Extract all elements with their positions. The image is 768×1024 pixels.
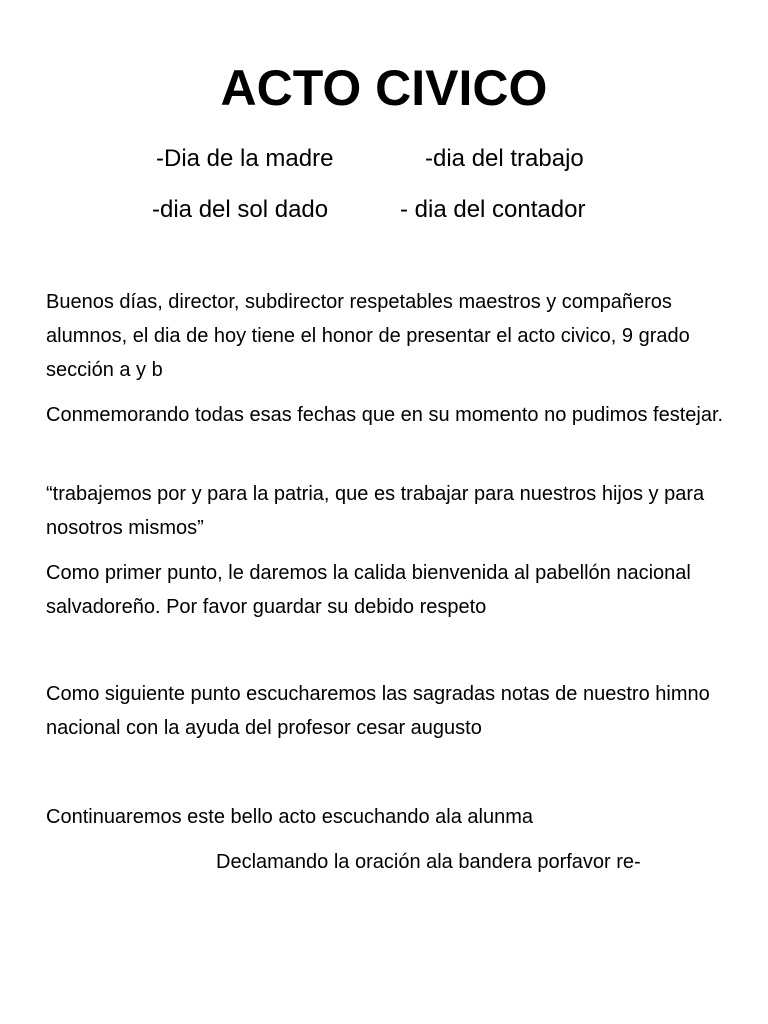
- paragraph-national-anthem: Como siguiente punto escucharemos las sagradas notas de nuestro himno nacional con la ayuda del profesor cesar augusto: [46, 683, 710, 739]
- occasion-soldier-day: -dia del sol dado: [152, 196, 329, 223]
- document-title: ACTO CIVICO: [220, 60, 548, 116]
- paragraph-flag-oration: Declamando la oración ala bandera porfavor re-: [216, 851, 641, 873]
- paragraph-commemoration: Conmemorando todas esas fechas que en su momento no pudimos festejar.: [46, 404, 724, 426]
- paragraph-greeting: Buenos días, director, subdirector respetables maestros y compañeros alumnos, el dia de hoy tiene el honor de presentar el acto civico, 9 grado sección a y b: [46, 291, 690, 381]
- occasion-accountant-day: - dia del contador: [400, 196, 586, 223]
- occasion-mothers-day: -Dia de la madre: [156, 145, 334, 172]
- paragraph-quote: “trabajemos por y para la patria, que es trabajar para nuestros hijos y para nosotros mismos”: [46, 483, 705, 539]
- occasion-labor-day: -dia del trabajo: [425, 145, 584, 172]
- paragraph-flag-welcome: Como primer punto, le daremos la calida bienvenida al pabellón nacional salvadoreño. Por favor guardar su debido respeto: [46, 562, 691, 618]
- paragraph-continue: Continuaremos este bello acto escuchando ala alunma: [46, 806, 533, 828]
